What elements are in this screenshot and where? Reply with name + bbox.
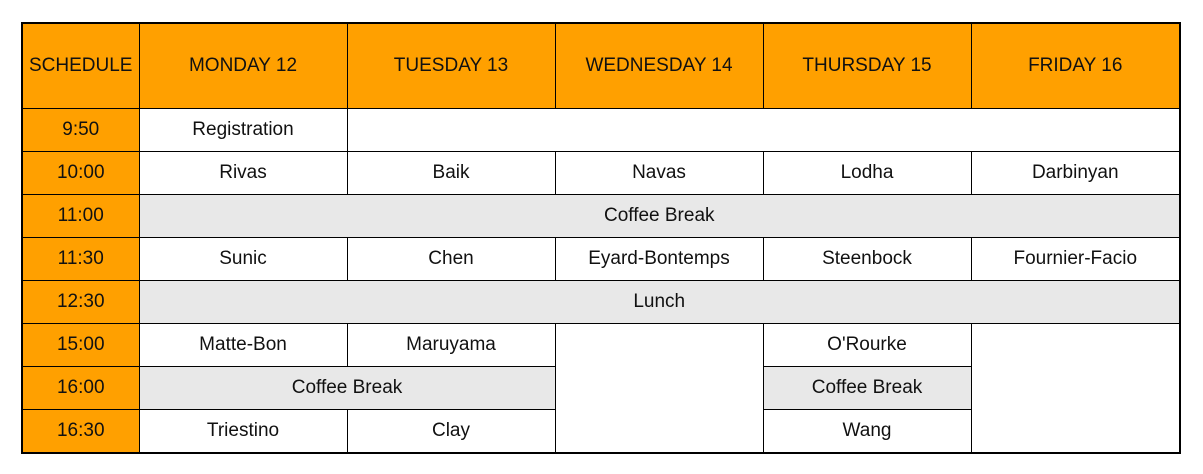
session-cell: Triestino xyxy=(139,410,347,454)
session-cell: Maruyama xyxy=(347,324,555,367)
table-row xyxy=(22,195,1180,238)
header-row xyxy=(22,23,1180,109)
day-header-thursday: THURSDAY 15 xyxy=(763,23,971,109)
empty-cell xyxy=(971,324,1180,454)
coffee-break-cell: Coffee Break xyxy=(763,367,971,410)
schedule-corner-header: SCHEDULE xyxy=(22,23,139,109)
time-cell: 16:00 xyxy=(22,367,139,410)
table-row xyxy=(22,109,1180,152)
empty-cell xyxy=(555,324,763,454)
session-cell: Registration xyxy=(139,109,347,152)
lunch-cell: Lunch xyxy=(139,281,1180,324)
session-cell: Navas xyxy=(555,152,763,195)
time-cell: 10:00 xyxy=(22,152,139,195)
empty-cell xyxy=(347,109,1180,152)
time-cell: 16:30 xyxy=(22,410,139,454)
session-cell: Sunic xyxy=(139,238,347,281)
session-cell: Rivas xyxy=(139,152,347,195)
session-cell: Matte-Bon xyxy=(139,324,347,367)
session-cell: Darbinyan xyxy=(971,152,1180,195)
time-cell: 11:00 xyxy=(22,195,139,238)
time-cell: 12:30 xyxy=(22,281,139,324)
day-header-friday: FRIDAY 16 xyxy=(971,23,1180,109)
day-header-wednesday: WEDNESDAY 14 xyxy=(555,23,763,109)
session-cell: Clay xyxy=(347,410,555,454)
session-cell: Chen xyxy=(347,238,555,281)
session-cell: Baik xyxy=(347,152,555,195)
coffee-break-cell: Coffee Break xyxy=(139,195,1180,238)
session-cell: Lodha xyxy=(763,152,971,195)
table-row xyxy=(22,152,1180,195)
session-cell: Eyard-Bontemps xyxy=(555,238,763,281)
session-cell: Fournier-Facio xyxy=(971,238,1180,281)
table-row xyxy=(22,281,1180,324)
time-cell: 9:50 xyxy=(22,109,139,152)
schedule-table xyxy=(21,22,1181,454)
time-cell: 11:30 xyxy=(22,238,139,281)
day-header-monday: MONDAY 12 xyxy=(139,23,347,109)
coffee-break-cell: Coffee Break xyxy=(139,367,555,410)
day-header-tuesday: TUESDAY 13 xyxy=(347,23,555,109)
session-cell: Wang xyxy=(763,410,971,454)
session-cell: O'Rourke xyxy=(763,324,971,367)
table-row xyxy=(22,238,1180,281)
table-row xyxy=(22,324,1180,367)
time-cell: 15:00 xyxy=(22,324,139,367)
session-cell: Steenbock xyxy=(763,238,971,281)
